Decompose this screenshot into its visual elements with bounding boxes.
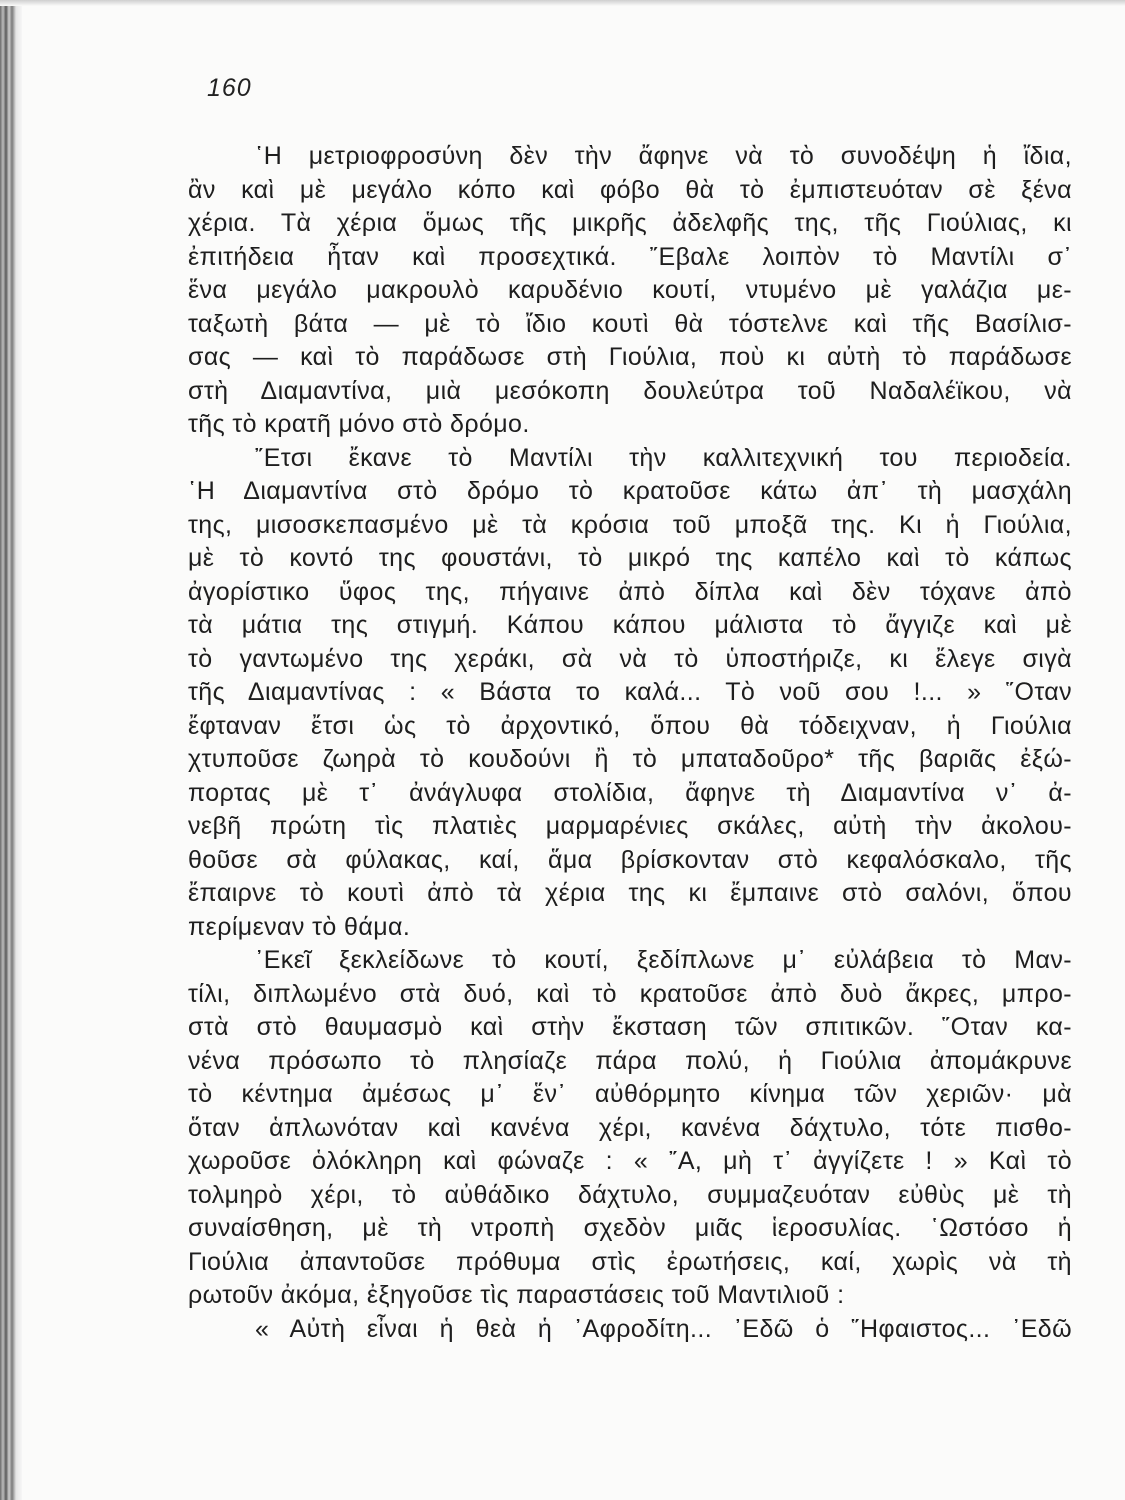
text-line: θοῦσε σὰ φύλακας, καί, ἅμα βρίσκονταν στὸ κεφαλόσκαλο, τῆς	[188, 845, 1072, 874]
paragraph	[188, 140, 1072, 442]
text-line: τῆς Διαμαντίνας : « Βάστα το καλά... Τὸ νοῦ σου !... » ῞Οταν	[188, 678, 1072, 706]
body-text	[188, 140, 1072, 1346]
text-line: ταξωτὴ βάτα — μὲ τὸ ἴδιο κουτὶ θὰ τόστελνε καὶ τῆς Βασίλισ-	[188, 309, 1072, 338]
text-line: τὰ μάτια της στιγμή. Κάπου κάπου μάλιστα τὸ ἄγγιζε καὶ μὲ	[188, 611, 1072, 639]
text-line: ᾽Εκεῖ ξεκλείδωνε τὸ κουτί, ξεδίπλωνε μ᾽ εὐλάβεια τὸ Μαν-	[255, 946, 1072, 974]
text-line: τὸ γαντωμένο της χεράκι, σὰ νὰ τὸ ὑποστήριζε, κι ἔλεγε σιγὰ	[188, 644, 1072, 673]
paragraph	[188, 944, 1072, 1313]
paragraph	[188, 442, 1072, 945]
text-line: πορτας μὲ τ᾽ ἀνάγλυφα στολίδια, ἄφηνε τὴ Διαμαντίνα ν᾽ ἀ-	[188, 778, 1072, 807]
text-line: ἔφταναν ἔτσι ὡς τὸ ἀρχοντικό, ὅπου θὰ τόδειχναν, ἡ Γιούλια	[188, 711, 1072, 740]
text-line: χωροῦσε ὁλόκληρη καὶ φώναζε : « ῎Α, μὴ τ᾽ ἀγγίζετε ! » Καὶ τὸ	[188, 1147, 1072, 1175]
text-line: τολμηρὸ χέρι, τὸ αὐθάδικο δάχτυλο, συμμαζευόταν εὐθὺς μὲ τὴ	[188, 1180, 1072, 1209]
text-line: ῎Ετσι ἔκανε τὸ Μαντίλι τὴν καλλιτεχνική του περιοδεία.	[255, 443, 1072, 472]
text-line: νένα πρόσωπο τὸ πλησίαζε πάρα πολύ, ἡ Γιούλια ἀπομάκρυνε	[188, 1046, 1072, 1075]
text-line: σας — καὶ τὸ παράδωσε στὴ Γιούλια, ποὺ κι αὐτὴ τὸ παράδωσε	[188, 343, 1072, 371]
text-line: τῆς τὸ κρατῆ μόνο στὸ δρόμο.	[188, 410, 530, 438]
text-line: Γιούλια ἀπαντοῦσε πρόθυμα στὶς ἐρωτήσεις, καί, χωρὶς νὰ τὴ	[188, 1247, 1072, 1276]
text-line: νεβῆ πρώτη τὶς πλατιὲς μαρμαρένιες σκάλες, αὐτὴ τὴν ἀκολου-	[188, 812, 1072, 840]
text-line: ἐπιτήδεια ἦταν καὶ προσεχτικά. ῎Εβαλε λοιπὸν τὸ Μαντίλι σ᾽	[188, 242, 1072, 271]
text-line: συναίσθηση, μὲ τὴ ντροπὴ σχεδὸν μιᾶς ἱεροσυλίας. ῾Ωστόσο ἡ	[188, 1214, 1072, 1242]
page-top-shadow	[0, 0, 1125, 6]
text-line: περίμεναν τὸ θάμα.	[188, 912, 411, 941]
text-line: « Αὐτὴ εἶναι ἡ θεὰ ἡ ᾽Αφροδίτη... ᾽Εδῶ ὁ ῞Ηφαιστος... ᾽Εδῶ	[255, 1314, 1072, 1343]
text-line: χέρια. Τὰ χέρια ὅμως τῆς μικρῆς ἀδελφῆς της, τῆς Γιούλιας, κι	[188, 209, 1072, 237]
paragraph	[188, 1313, 1072, 1347]
text-line: ῾Η μετριοφροσύνη δὲν τὴν ἄφηνε νὰ τὸ συνοδέψη ἡ ἴδια,	[255, 142, 1072, 170]
text-line: ἕνα μεγάλο μακρουλὸ καρυδένιο κουτί, ντυμένο μὲ γαλάζια με-	[188, 276, 1072, 304]
text-line: ρωτοῦν ἀκόμα, ἐξηγοῦσε τὶς παραστάσεις τοῦ Μαντιλιοῦ :	[188, 1281, 845, 1309]
text-line: της, μισοσκεπασμένο μὲ τὰ κρόσια τοῦ μποξᾶ της. Κι ἡ Γιούλια,	[188, 510, 1072, 539]
book-binding-edge	[0, 0, 22, 1500]
text-line: ἔπαιρνε τὸ κουτὶ ἀπὸ τὰ χέρια της κι ἔμπαινε στὸ σαλόνι, ὅπου	[188, 879, 1072, 907]
text-line: χτυποῦσε ζωηρὰ τὸ κουδούνι ἢ τὸ μπαταδοῦρο* τῆς βαριᾶς ἐξώ-	[188, 745, 1072, 773]
text-line: ὅταν ἁπλωνόταν καὶ κανένα χέρι, κανένα δάχτυλο, τότε πισθο-	[188, 1113, 1072, 1142]
text-line: στὴ Διαμαντίνα, μιὰ μεσόκοπη δουλεύτρα τοῦ Ναδαλέϊκου, νὰ	[188, 376, 1072, 405]
text-line: ἀγορίστικο ὕφος της, πήγαινε ἀπὸ δίπλα καὶ δὲν τόχανε ἀπὸ	[188, 577, 1072, 606]
text-line: ῾Η Διαμαντίνα στὸ δρόμο τὸ κρατοῦσε κάτω ἀπ᾽ τὴ μασχάλη	[188, 477, 1072, 505]
text-line: τίλι, διπλωμένο στὰ δυό, καὶ τὸ κρατοῦσε ἀπὸ δυὸ ἄκρες, μπρο-	[188, 979, 1072, 1008]
text-line: στὰ στὸ θαυμασμὸ καὶ στὴν ἔκσταση τῶν σπιτικῶν. ῞Οταν κα-	[188, 1013, 1072, 1041]
text-line: ἂν καὶ μὲ μεγάλο κόπο καὶ φόβο θὰ τὸ ἐμπιστευόταν σὲ ξένα	[188, 175, 1072, 204]
page-number: 160	[207, 74, 252, 102]
text-line: μὲ τὸ κοντό της φουστάνι, τὸ μικρό της καπέλο καὶ τὸ κάπως	[188, 544, 1072, 572]
text-line: τὸ κέντημα ἀμέσως μ᾽ ἕν᾽ αὐθόρμητο κίνημα τῶν χεριῶν· μὰ	[188, 1080, 1072, 1108]
